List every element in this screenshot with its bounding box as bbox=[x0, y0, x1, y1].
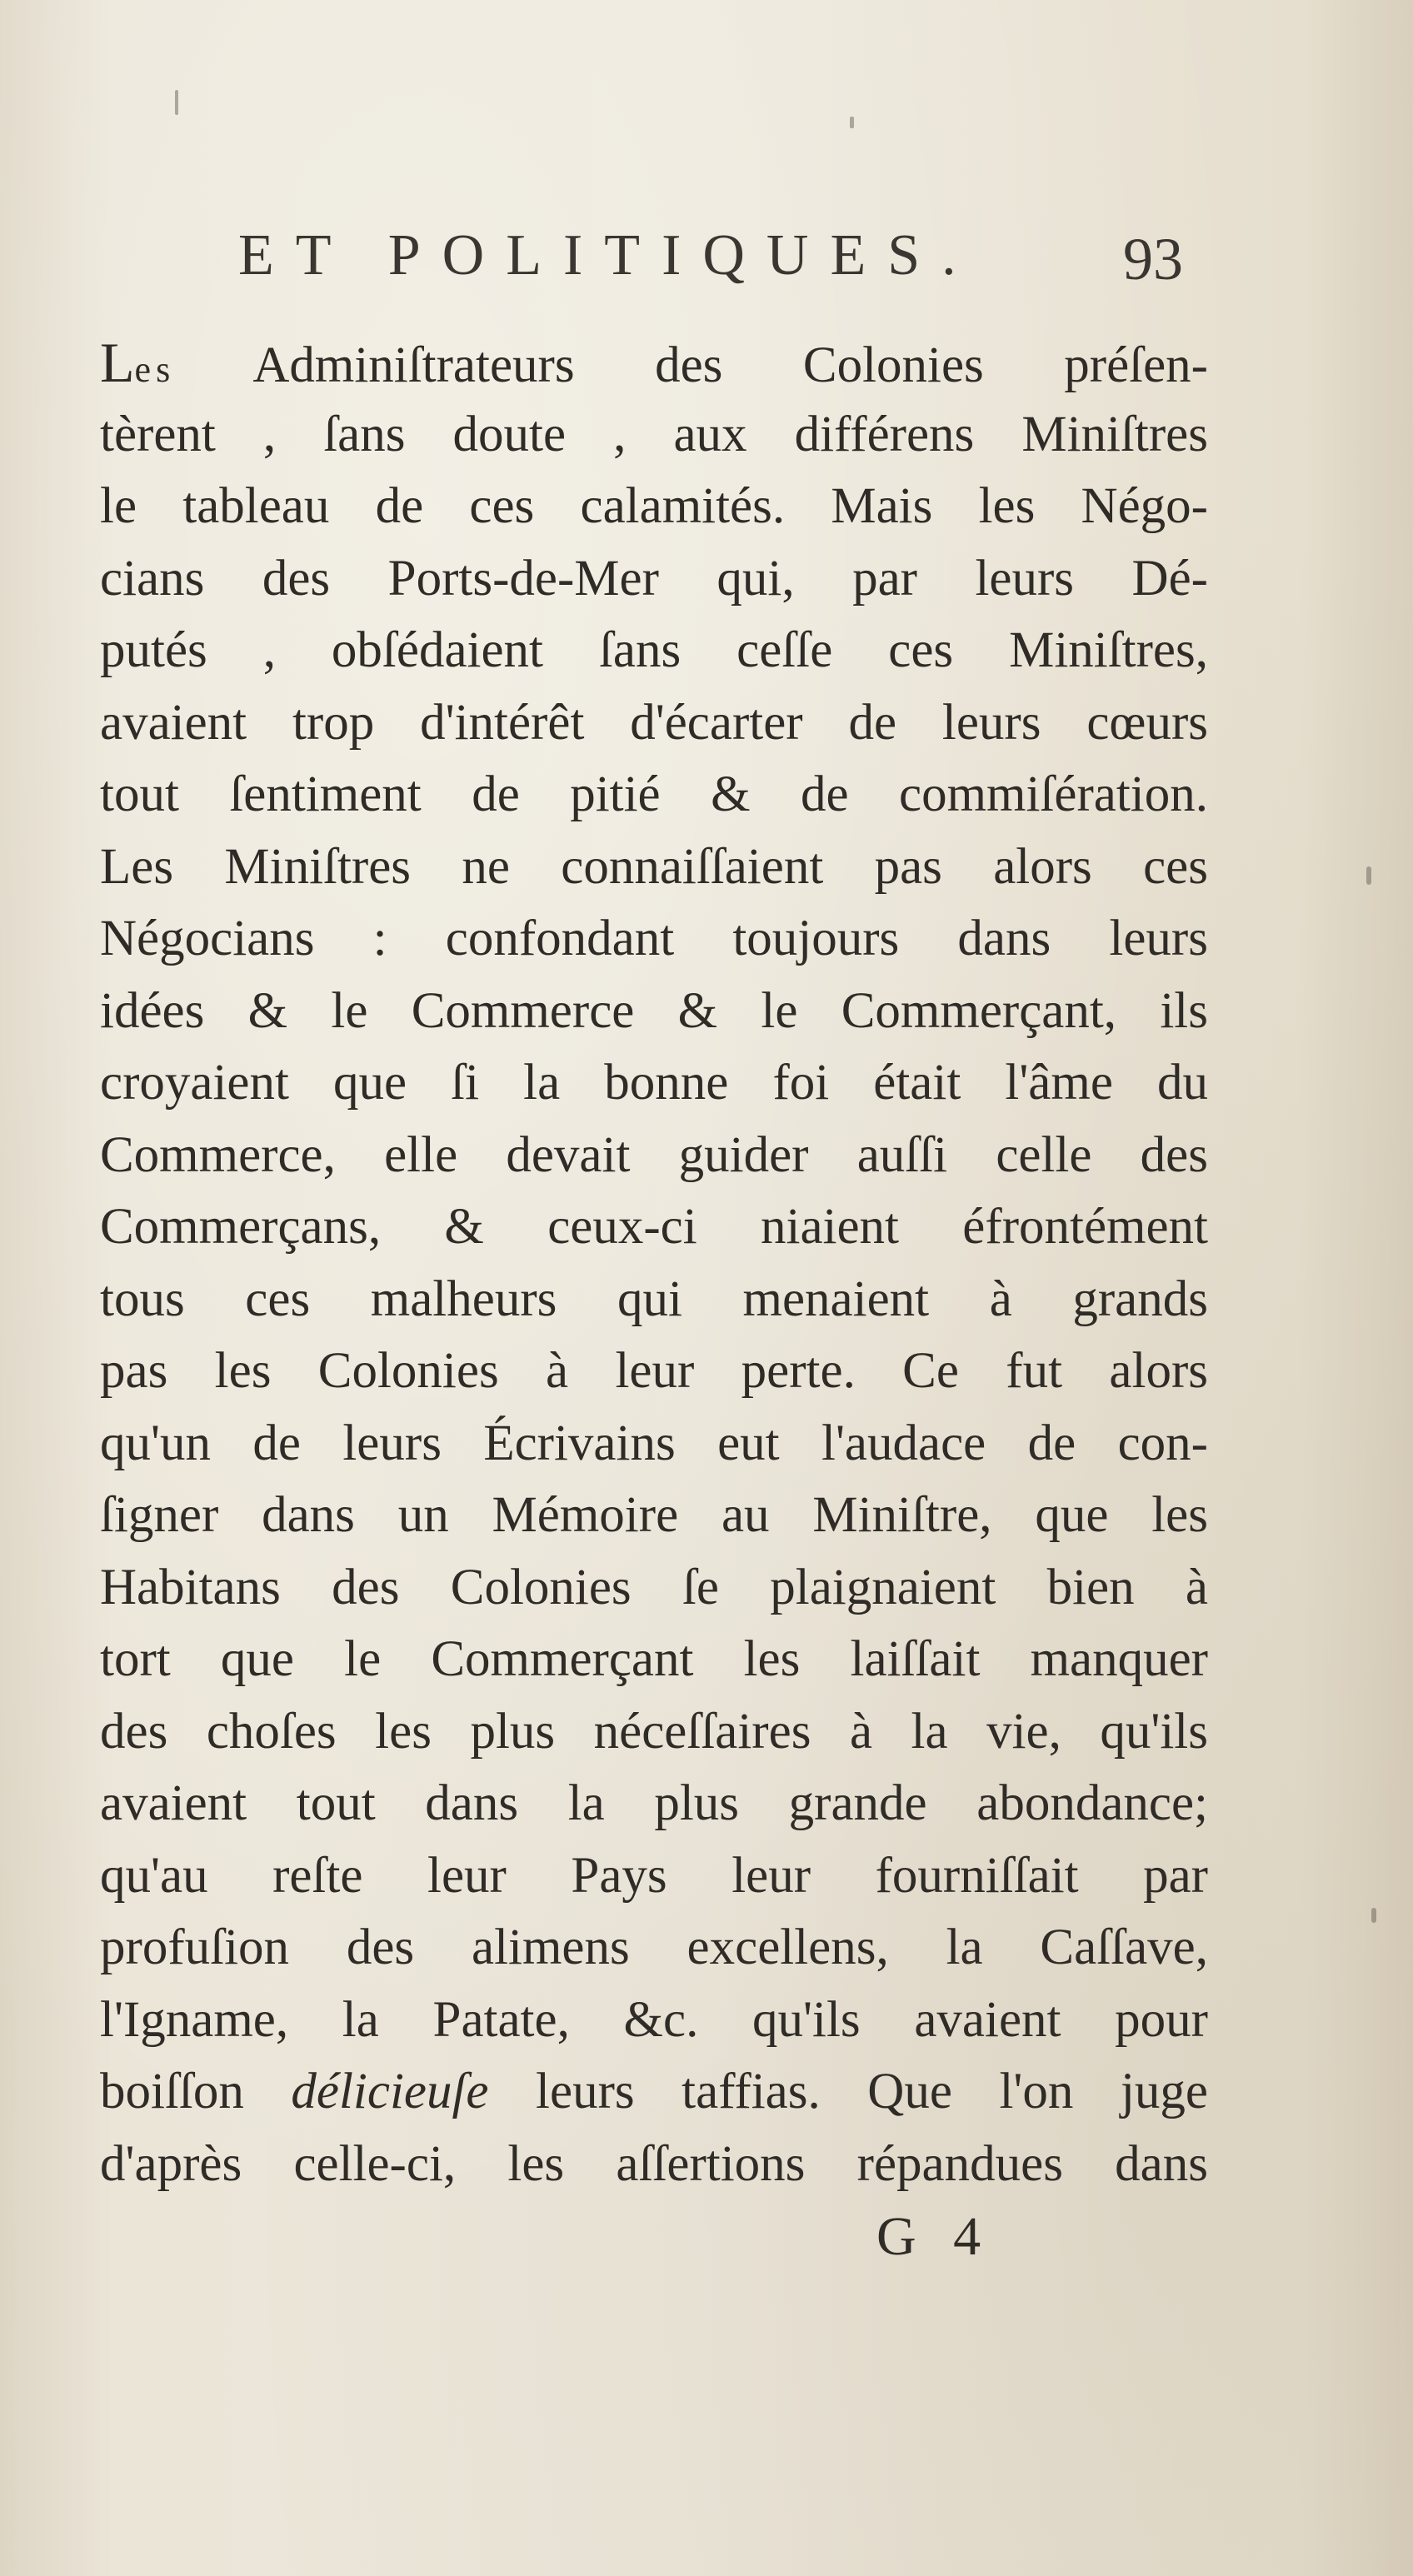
text-line: Habitans des Colonies ſe plaignaient bien à bbox=[100, 1559, 1208, 1615]
italic-word: délicieuſe bbox=[291, 2064, 489, 2119]
small-caps-word: es bbox=[134, 349, 176, 390]
body-paragraph bbox=[100, 327, 1208, 2200]
text-line: putés , obſédaient ſans ceſſe ces Miniſtres, bbox=[100, 622, 1208, 678]
text-line: avaient trop d'intérêt d'écarter de leurs cœurs bbox=[100, 694, 1208, 751]
page-number: 93 bbox=[1123, 226, 1183, 292]
text-line: l'Igname, la Patate, &c. qu'ils avaient pour bbox=[100, 1991, 1208, 2048]
text-line: croyaient que ſi la bonne foi était l'âme du bbox=[100, 1055, 1208, 1111]
text-line bbox=[100, 327, 1208, 399]
paper-speck bbox=[1366, 866, 1371, 885]
text-line: tous ces malheurs qui menaient à grands bbox=[100, 1271, 1208, 1327]
text-line: qu'au reſte leur Pays leur fourniſſait par bbox=[100, 1847, 1208, 1904]
text-line: pas les Colonies à leur perte. Ce fut alors bbox=[100, 1343, 1208, 1399]
initial-letter: L bbox=[100, 331, 135, 394]
line-text: leurs taffias. Que l'on juge bbox=[488, 2064, 1208, 2119]
running-head-title: ET POLITIQUES. bbox=[238, 223, 978, 287]
paper-speck bbox=[175, 90, 178, 115]
text-line: tort que le Commerçant les laiſſait manquer bbox=[100, 1631, 1208, 1687]
text-line: idées & le Commerce & le Commerçant, ils bbox=[100, 982, 1208, 1039]
text-line: qu'un de leurs Écrivains eut l'audace de con- bbox=[100, 1415, 1208, 1471]
text-line: Négocians : confondant toujours dans leurs bbox=[100, 911, 1208, 966]
running-head bbox=[0, 218, 1413, 293]
text-line: ſigner dans un Mémoire au Miniſtre, que les bbox=[100, 1487, 1208, 1543]
signature-mark: G 4 bbox=[876, 2206, 993, 2267]
text-line: tèrent , ſans doute , aux différens Miniſtres bbox=[100, 406, 1208, 462]
line-text: boiſſon bbox=[100, 2064, 292, 2119]
text-line: Commerçans, & ceux-ci niaient éfrontément bbox=[100, 1199, 1208, 1255]
text-line: le tableau de ces calamités. Mais les Négo- bbox=[100, 478, 1208, 534]
text-line: des choſes les plus néceſſaires à la vie, qu'ils bbox=[100, 1703, 1208, 1760]
text-line: Commerce, elle devait guider auſſi celle des bbox=[100, 1126, 1208, 1183]
paper-speck bbox=[1371, 1908, 1376, 1923]
text-line: avaient tout dans la plus grande abondance; bbox=[100, 1775, 1208, 1831]
text-line: d'après celle-ci, les aſſertions répandues dans bbox=[100, 2135, 1208, 2192]
text-line: tout ſentiment de pitié & de commiſération. bbox=[100, 766, 1208, 822]
paper-speck bbox=[850, 117, 854, 128]
text-line: cians des Ports-de-Mer qui, par leurs Dé- bbox=[100, 550, 1208, 607]
text-line: profuſion des alimens excellens, la Caſſave, bbox=[100, 1920, 1208, 1975]
line-text: Adminiſtrateurs des Colonies préſen- bbox=[175, 337, 1208, 393]
text-line: Les Miniſtres ne connaiſſaient pas alors ces bbox=[100, 838, 1208, 895]
text-line bbox=[100, 2056, 1208, 2129]
